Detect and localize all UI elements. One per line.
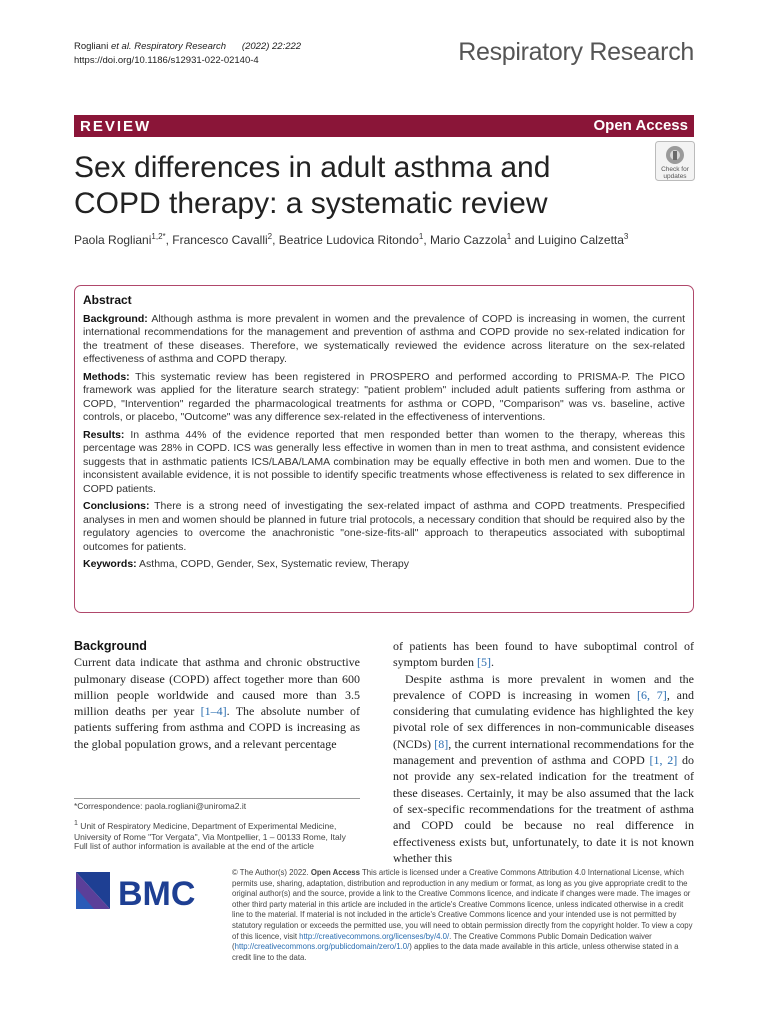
- public-domain-link[interactable]: http://creativecommons.org/publicdomain/zero/1.0/: [234, 942, 410, 952]
- correspondence-note: *Correspondence: paola.rogliani@uniroma2.it: [74, 801, 247, 811]
- citation-link[interactable]: [1, 2]: [649, 753, 678, 768]
- abstract-background: [83, 313, 685, 367]
- section-text: This systematic review has been registered in PROSPERO and performed according to PRISMA-P. The PICO framework was applied for the literature search strategy: "patient problem" included adult patients suffering from asthma or COPD, "Intervention" regarded the pharmacological treatments for asthma or COPD, "Comparison" was vs. baseline, active controls, or placebo, "Outcome" was any difference sex-related in the effectiveness of interventions.: [83, 370, 685, 423]
- body-text: do not provide any sex-related indication for the treatment of these diseases. Certainly, it may be also assumed that the lack of sex-specific recommendations for the treatment of asthma and COPD could be because no real difference in effectiveness exists but, unfortunately, to date it is not known whether this: [393, 753, 694, 865]
- citation-link[interactable]: [8]: [434, 736, 449, 751]
- check-for-updates-icon: [655, 141, 695, 181]
- article-type-band: [74, 115, 694, 137]
- body-text: , and considering that cumulating evidence has highlighted the key pivotal role of sex differences in non-communicable diseases (NCDs): [393, 687, 694, 751]
- abstract-results: [83, 429, 685, 497]
- citation-link[interactable]: [5]: [477, 655, 491, 670]
- body-paragraph: [393, 671, 694, 867]
- article-title: Sex differences in adult asthma and COPD therapy: a systematic review: [74, 151, 551, 220]
- section-label: Methods:: [83, 370, 130, 383]
- body-text: Current data indicate that asthma and chronic obstructive pulmonary disease (COPD) affect together more than 600 million people worldwide and caused more than 3.5 million deaths per year: [74, 655, 360, 719]
- license-body: ) applies to the data made available in this article, unless otherwise stated in a credit line to the data.: [232, 942, 679, 962]
- section-text: Although asthma is more prevalent in women and the prevalence of COPD is increasing in women, the current international recommendations for the management and prevention of asthma and COPD provide no sex-related indication for the treatment of these diseases. Therefore, we systematically reviewed the evidence across literature on the sex-related effectiveness of asthma and COPD therapy.: [83, 312, 685, 365]
- citation-authors: Rogliani: [74, 41, 111, 52]
- affiliation-note: [74, 818, 364, 844]
- journal-name: Respiratory Research: [458, 38, 694, 66]
- section-text: There is a strong need of investigating the sex-related impact of asthma and COPD treatments. Prespecified analyses in men and women should be planned in future trial protocols, a necessary condition that should be required also by the regulatory agencies to overcome the anachronistic "one-size-fits-all" approach to therapeutics associated with suboptimal outcomes for patients.: [83, 500, 685, 553]
- citation-link[interactable]: [1–4]: [200, 704, 227, 719]
- affil-text: Unit of Respiratory Medicine, Department of Experimental Medicine, University of Rome "Tor Vergata", Via Montpellier, 1 – 00133 Rome, Italy: [74, 820, 346, 843]
- section-text: In asthma 44% of the evidence reported that men responded better than women to the therapy, whereas this percentage was 28% in COPD. ICS was generally less effective in women than in men to treat asthma, and consistent evidence suggests that in asthmatic patients ICS/LABA/LAMA combination may be equally effective in both men and women. Due to the inconsistent available evidence, it is not possible to identify specific treatments whose effectiveness is related to sex difference in COPD patients.: [83, 428, 685, 495]
- check-for-updates-button[interactable]: [655, 141, 695, 181]
- license-body: This article is licensed under a Creative Commons Attribution 4.0 International License, which permits use, sharing, adaptation, distribution and reproduction in any medium or format, as long as you give appropriate credit to the original author(s) and the source, provide a link to the Creative Commons licence, and indicate if changes were made. The images or other third party material in this article are included in the article's Creative Commons licence, unless indicated otherwise in a credit line to the material. If material is not included in the article's Creative Commons licence and your intended use is not permitted by statutory regulation or exceeds the permitted use, you will need to obtain permission directly from the copyright holder. To view a copy of this licence, visit: [232, 868, 693, 941]
- abstract-heading: Abstract: [83, 293, 132, 307]
- body-right-column: [393, 638, 694, 866]
- footnote-divider: [74, 798, 360, 799]
- affil-sup: 1: [74, 819, 78, 827]
- license-body: . The Creative Commons Public Domain Dedication waiver (: [232, 931, 652, 952]
- license-oa-label: Open Access: [310, 868, 360, 877]
- open-access-label: Open Access: [593, 117, 688, 134]
- author-sup: 1: [506, 232, 512, 241]
- author-sup: 1: [418, 232, 424, 241]
- body-text: . The absolute number of patients suffering from asthma and COPD is increasing as the global population grows, and a relevant percentage: [74, 704, 360, 751]
- body-text: , the current international recommendations for the management and prevention of asthma and COPD: [393, 736, 694, 768]
- check-for-updates-line2: updates: [663, 173, 687, 180]
- bmc-logo-text: BMC: [118, 875, 196, 913]
- author-list: [74, 232, 694, 247]
- citation-link[interactable]: [6, 7]: [636, 687, 667, 702]
- abstract-methods: [83, 371, 685, 425]
- doi-link[interactable]: https://doi.org/10.1186/s12931-022-02140-4: [74, 55, 259, 66]
- citation-year: (2022) 22:222: [241, 41, 302, 52]
- abstract-conclusions: [83, 500, 685, 554]
- citation-journal: et al. Respiratory Research: [110, 41, 227, 52]
- license-link[interactable]: http://creativecommons.org/licenses/by/4.0/: [299, 931, 450, 941]
- author-name[interactable]: , Francesco Cavalli: [165, 233, 268, 247]
- author-sup: 1,2*: [151, 232, 166, 241]
- body-text: .: [491, 655, 494, 670]
- author-name[interactable]: , Mario Cazzola: [423, 233, 507, 247]
- section-text: Asthma, COPD, Gender, Sex, Systematic review, Therapy: [136, 558, 410, 570]
- citation-header: [74, 40, 301, 68]
- author-info-note: Full list of author information is available at the end of the article: [74, 841, 315, 851]
- section-label: Keywords:: [83, 558, 137, 570]
- author-name[interactable]: , Beatrice Ludovica Ritondo: [272, 233, 419, 247]
- body-paragraph: [74, 654, 360, 752]
- author-sup: 2: [267, 232, 273, 241]
- section-label: Background:: [83, 312, 148, 325]
- abstract-box: [74, 285, 694, 613]
- abstract-keywords: [83, 558, 685, 572]
- body-left-column: [74, 638, 360, 752]
- author-name[interactable]: Paola Rogliani: [74, 233, 152, 247]
- author-name[interactable]: and Luigino Calzetta: [511, 233, 624, 247]
- article-type-label: REVIEW: [80, 118, 152, 135]
- license-text: [232, 868, 697, 963]
- section-label: Results:: [83, 428, 125, 441]
- bmc-logo: [74, 868, 214, 913]
- bmc-logo-graphic: [74, 868, 214, 913]
- background-heading: Background: [74, 639, 147, 653]
- body-paragraph: [393, 638, 694, 671]
- body-text: of patients has been found to have suboptimal control of symptom burden: [393, 639, 694, 670]
- author-sup: 3: [623, 232, 629, 241]
- check-for-updates-line1: Check for: [661, 166, 689, 173]
- body-text: Despite asthma is more prevalent in women and the prevalence of COPD is increasing in women: [393, 671, 694, 702]
- license-copyright: © The Author(s) 2022.: [232, 868, 311, 877]
- section-label: Conclusions:: [83, 500, 150, 512]
